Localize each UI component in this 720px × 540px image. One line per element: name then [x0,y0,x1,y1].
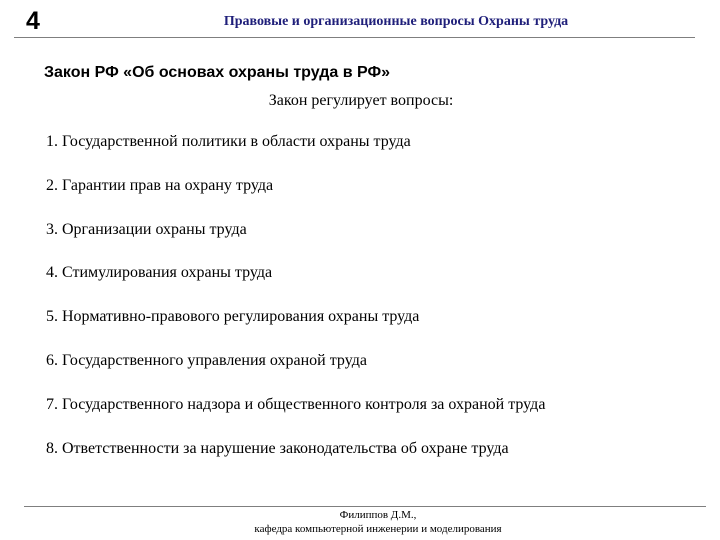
slide-number: 4 [26,7,40,35]
footer-author: Филиппов Д.М., [339,509,417,521]
footer-department: кафедра компьютерной инженерии и моделирования [254,523,502,535]
list-item: 5. Нормативно-правового регулирования охраны труда [46,308,420,326]
intro-label: Закон регулирует вопросы: [268,92,454,109]
list-item: 7. Государственного надзора и общественного контроля за охраной труда [46,395,546,413]
header-divider [14,37,695,38]
list-item: 1. Государственной политики в области охраны труда [46,133,411,150]
list-item: 2. Гарантии прав на охрану труда [46,176,274,194]
list-item: 3. Организации охраны труда [46,220,247,238]
list-item: 6. Государственного управления охраной труда [46,351,367,369]
intro-text [0,91,720,111]
header-title: Правовые и организационные вопросы Охраны труда [223,14,569,29]
topics-list [46,132,545,482]
law-title: Закон РФ «Об основах охраны труда в РФ» [44,64,391,81]
list-item: 8. Ответственности за нарушение законодательства об охране труда [46,439,509,457]
footer-divider [24,506,706,507]
list-item: 4. Стимулирования охраны труда [46,264,273,282]
